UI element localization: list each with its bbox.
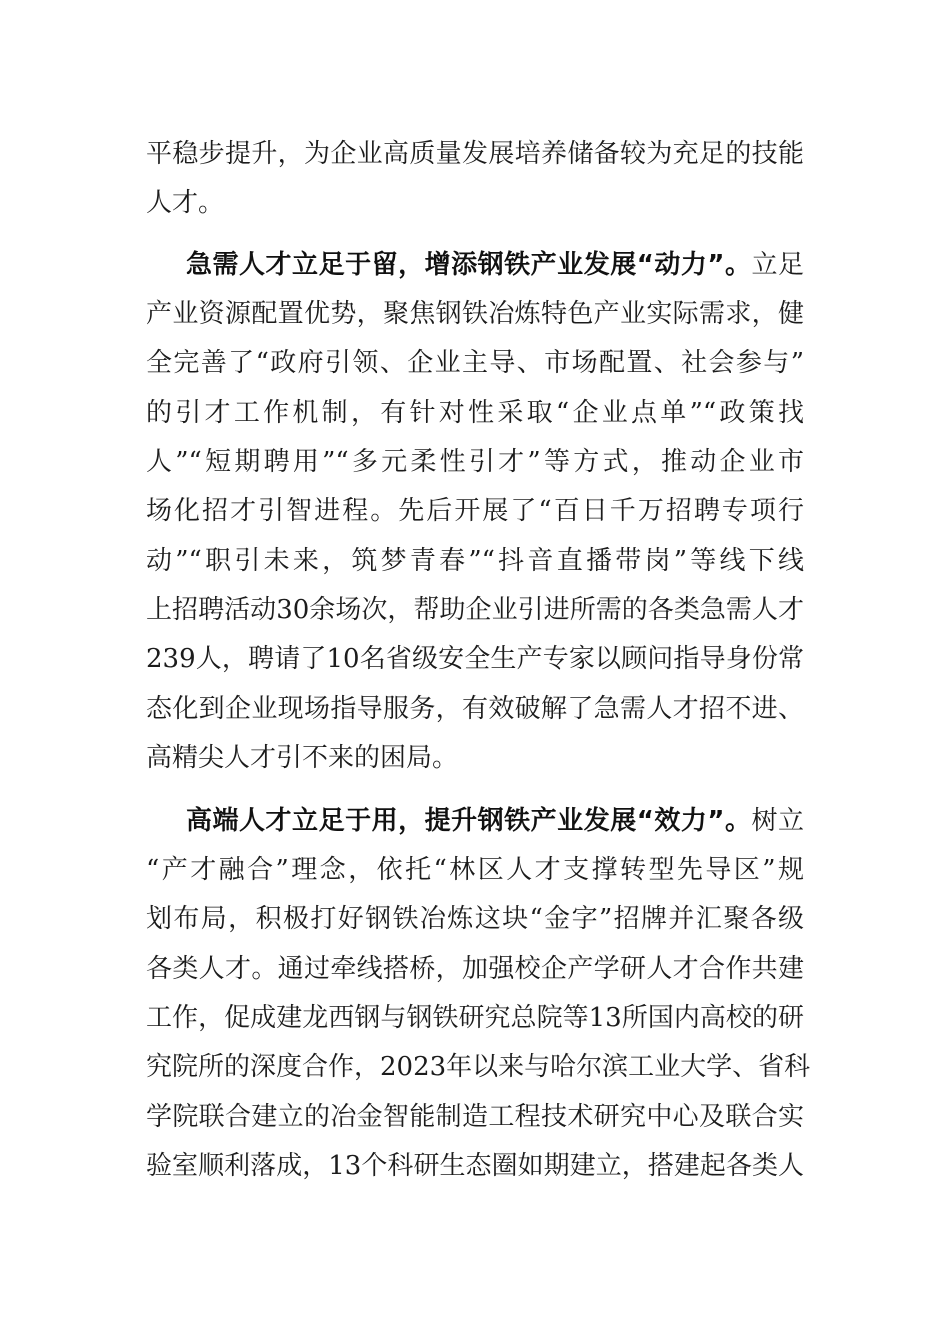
paragraph-2-line: 上招聘活动30余场次，帮助企业引进所需的各类急需人才: [146, 595, 804, 625]
paragraph-1-line-1: 平稳步提升，为企业高质量发展培养储备较为充足的技能: [146, 139, 804, 169]
paragraph-1-line-2: 人才。: [146, 188, 225, 218]
paragraph-2-lead-heading: 急需人才立足于留，增添钢铁产业发展“动力”。: [186, 250, 752, 280]
paragraph-3-line: 各类人才。通过牵线搭桥，加强校企产学研人才合作共建: [146, 954, 804, 984]
paragraph-3-line: 划布局，积极打好钢铁冶炼这块“金字”招牌并汇聚各级: [146, 904, 804, 934]
paragraph-2-line: 场化招才引智进程。先后开展了“百日千万招聘专项行: [146, 496, 804, 526]
paragraph-2-line: 人”“短期聘用”“多元柔性引才”等方式，推动企业市: [146, 447, 804, 477]
paragraph-3-lead-heading: 高端人才立足于用，提升钢铁产业发展“效力”。: [186, 806, 752, 836]
paragraph-2-line: 239人，聘请了10名省级安全生产专家以顾问指导身份常: [146, 644, 804, 674]
paragraph-3-line: 学院联合建立的冶金智能制造工程技术研究中心及联合实: [146, 1102, 804, 1132]
paragraph-3-line: 验室顺利落成，13个科研生态圈如期建立，搭建起各类人: [146, 1151, 804, 1181]
paragraph-2-line: 的引才工作机制，有针对性采取“企业点单”“政策找: [146, 398, 804, 428]
paragraph-2-first-rest: 立足: [751, 250, 804, 280]
paragraph-3-line: 工作，促成建龙西钢与钢铁研究总院等13所国内高校的研: [146, 1003, 804, 1033]
paragraph-2-line: 高精尖人才引不来的困局。: [146, 743, 459, 773]
paragraph-3-first-rest: 树立: [751, 806, 804, 836]
paragraph-2-line: 全完善了“政府引领、企业主导、市场配置、社会参与”: [146, 348, 804, 378]
paragraph-2-line: 态化到企业现场指导服务，有效破解了急需人才招不进、: [146, 694, 804, 724]
paragraph-2-line: 产业资源配置优势，聚焦钢铁冶炼特色产业实际需求，健: [146, 299, 804, 329]
paragraph-3-first-line: [186, 801, 804, 841]
paragraph-3-line: 究院所的深度合作，2023年以来与哈尔滨工业大学、省科: [146, 1052, 811, 1082]
paragraph-2-line: 动”“职引未来，筑梦青春”“抖音直播带岗”等线下线: [146, 546, 804, 576]
paragraph-3-line: “产才融合”理念，依托“林区人才支撑转型先导区”规: [146, 855, 804, 885]
paragraph-2-first-line: [186, 245, 804, 285]
